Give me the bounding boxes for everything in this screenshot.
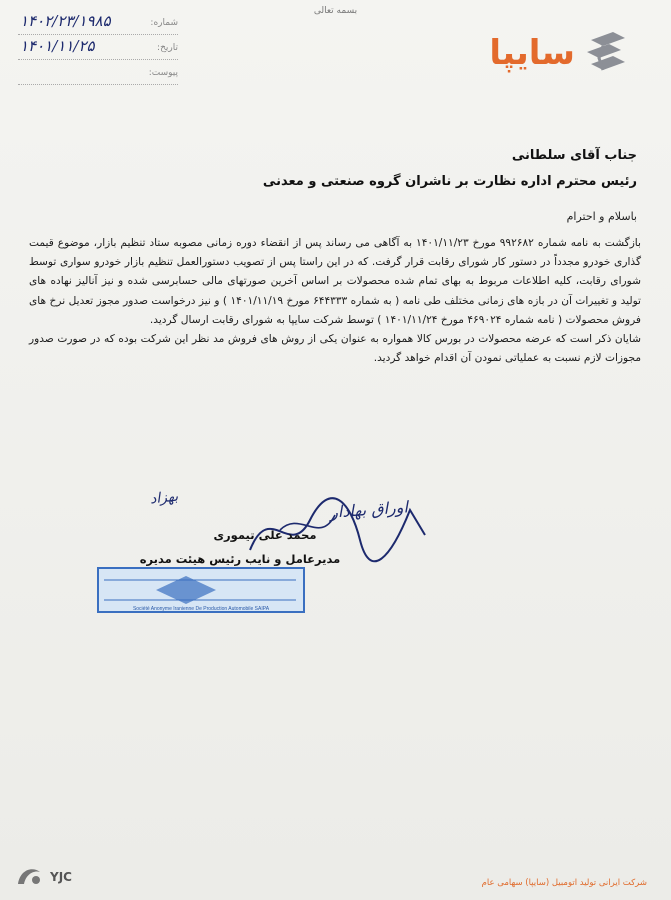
saipa-emblem-icon: [583, 28, 633, 78]
greeting: باسلام و احترام: [566, 210, 637, 223]
handwritten-note: اوراق بهادار: [329, 497, 409, 522]
meta-attachment-row: [18, 64, 178, 85]
watermark: [14, 864, 72, 890]
signature-block: [90, 490, 450, 660]
meta-number-label: شماره:: [150, 18, 178, 28]
saipa-logo-text: سایپا: [489, 33, 575, 73]
meta-date-value: ۱۴۰۱/۱۱/۲۵: [20, 37, 95, 55]
stamp-text: Société Anonyme Iranienne De Production Automobile SAIPA: [132, 606, 270, 612]
meta-date-row: [18, 39, 178, 60]
addressee-title: رئیس محترم اداره نظارت بر ناشران گروه صنعتی و معدنی: [262, 174, 637, 189]
letter-body: [29, 234, 641, 368]
letter-meta: [18, 14, 178, 89]
yjc-emblem-icon: [14, 864, 44, 890]
watermark-text: YJC: [50, 870, 72, 884]
handwritten-note: بهزاد: [149, 488, 179, 508]
footer-company: شرکت ایرانی تولید اتومبیل (سایپا) سهامی عام: [481, 878, 647, 888]
addressee-name: جناب آقای سلطانی: [511, 148, 637, 163]
saipa-logo: [489, 28, 633, 78]
body-paragraph: شایان ذکر است که عرضه محصولات در بورس کالا همواره به عنوان یکی از روش های فروش مد نظر این شرکت بوده که در صورت صدور مجوزات لازم نسبت به عملیاتی نمودن آن اقدام خواهد گردید.: [29, 333, 641, 365]
meta-number-row: [18, 14, 178, 35]
meta-number-value: ۱۴۰۲/۲۳/۱۹۸۵: [20, 12, 111, 30]
company-stamp: [96, 566, 306, 614]
meta-attachment-label: پیوست:: [148, 68, 178, 78]
body-paragraph: بازگشت به نامه شماره ۹۹۲۶۸۲ مورخ ۱۴۰۱/۱۱/۲۳ به آگاهی می رساند پس از انقضاء دوره زمانی مصوبه ستاد تنظیم بازار، موضوع قیمت گذاری خودرو مجدداً در دستور کار شورای رقابت قرار گرفت. که در این راستا پس از تصویب دستورالعمل تنظیم بازار خودرو سواری توسط شورای رقابت، کلیه اطلاعات مربوط به بهای تمام شده محصولات بر اساس آخرین صورتهای مالی حسابرسی شده و نیز آنالیز نهاده های تولید و تغییرات آن در بازه های زمانی مختلف طی نامه ( به شماره ۶۴۴۳۳۳ مورخ ۱۴۰۱/۱۱/۱۹ ) و نیز درخواست صدور مجوز تعدیل نرخ های فروش محصولات ( نامه شماره ۴۶۹۰۲۴ مورخ ۱۴۰۱/۱۱/۲۴ ) توسط شرکت سایپا به شورای رقابت ارسال گردید.: [29, 237, 641, 326]
meta-date-label: تاریخ:: [157, 43, 178, 53]
bismillah: بسمه تعالی: [313, 6, 358, 16]
signer-name: محمد علی تیموری: [213, 528, 317, 542]
signer-role: مدیرعامل و نایب رئیس هیئت مدیره: [139, 552, 341, 566]
